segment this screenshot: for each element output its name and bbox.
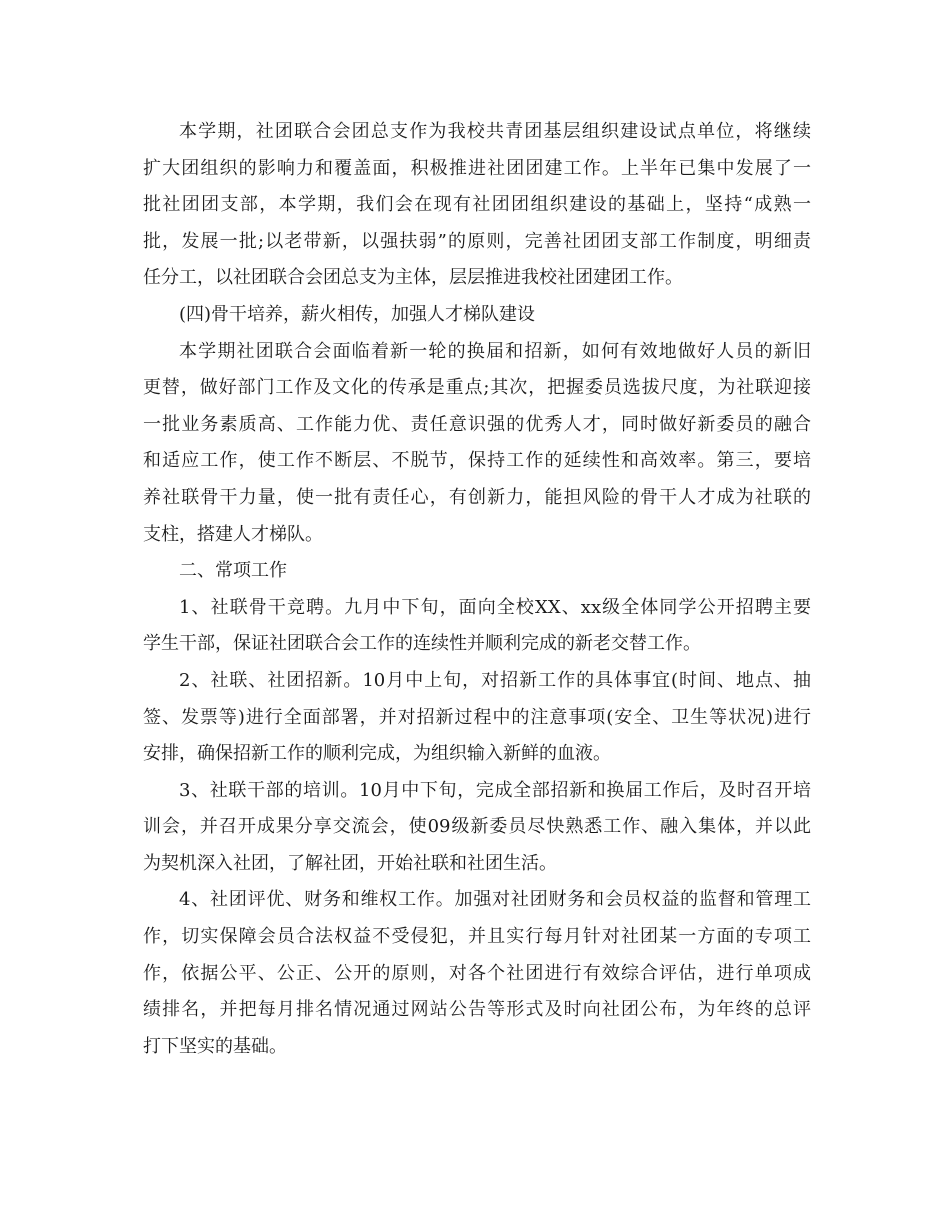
text-line: 扩大团组织的影响力和覆盖面，积极推进社团团建工作。上半年已集中发展了一 (143, 157, 811, 179)
text-line: 批，发展一批;以老带新，以强扶弱”的原则，完善社团团支部工作制度，明细责 (143, 230, 811, 252)
document-body (143, 114, 811, 1065)
text-line: 一批业务素质高、工作能力优、责任意识强的优秀人才，同时做好新委员的融合 (143, 413, 811, 435)
text-line: 签、发票等)进行全面部署，并对招新过程中的注意事项(安全、卫生等状况)进行 (143, 706, 811, 728)
text-line: 养社联骨干力量，使一批有责任心，有创新力，能担风险的骨干人才成为社联的 (143, 486, 811, 508)
section-heading (143, 553, 811, 590)
body-paragraph (143, 114, 811, 297)
text-line: 绩排名，并把每月排名情况通过网站公告等形式及时向社团公布，为年终的总评 (143, 999, 811, 1021)
text-line: 2、社联、社团招新。10月中上旬，对招新工作的具体事宜(时间、地点、抽 (179, 669, 811, 691)
text-line: 本学期社团联合会面临着新一轮的换届和招新，如何有效地做好人员的新旧 (179, 340, 811, 362)
body-paragraph (143, 663, 811, 773)
text-line: 更替，做好部门工作及文化的传承是重点;其次，把握委员选拔尺度，为社联迎接 (143, 377, 811, 399)
body-paragraph (143, 773, 811, 883)
text-line: 任分工，以社团联合会团总支为主体，层层推进我校社团建团工作。 (143, 267, 683, 289)
text-line: 批社团团支部，本学期，我们会在现有社团团组织建设的基础上，坚持“成熟一 (143, 194, 811, 216)
text-line: 4、社团评优、财务和维权工作。加强对社团财务和会员权益的监督和管理工 (179, 889, 811, 911)
text-line: 为契机深入社团，了解社团，开始社联和社团生活。 (143, 852, 557, 874)
body-paragraph (143, 590, 811, 663)
text-line: 学生干部，保证社团联合会工作的连续性并顺利完成的新老交替工作。 (143, 633, 701, 655)
text-line: 和适应工作，使工作不断层、不脱节，保持工作的延续性和高效率。第三，要培 (143, 450, 811, 472)
body-paragraph (143, 334, 811, 554)
text-line: 作，切实保障会员合法权益不受侵犯，并且实行每月针对社团某一方面的专项工 (143, 926, 811, 948)
text-line: 本学期，社团联合会团总支作为我校共青团基层组织建设试点单位，将继续 (179, 121, 811, 142)
body-paragraph (143, 882, 811, 1065)
text-line: 二、常项工作 (179, 560, 287, 582)
text-line: 打下坚实的基础。 (143, 1035, 287, 1057)
text-line: 支柱，搭建人才梯队。 (143, 523, 323, 545)
text-line: 安排，确保招新工作的顺利完成，为组织输入新鲜的血液。 (143, 743, 611, 765)
text-line: 训会，并召开成果分享交流会，使09级新委员尽快熟悉工作、融入集体，并以此 (143, 816, 811, 838)
text-line: 3、社联干部的培训。10月中下旬，完成全部招新和换届工作后，及时召开培 (179, 779, 811, 801)
text-line: 作，依据公平、公正、公开的原则，对各个社团进行有效综合评估，进行单项成 (143, 962, 811, 984)
text-line: (四)骨干培养，薪火相传，加强人才梯队建设 (179, 303, 536, 325)
section-heading (143, 297, 811, 334)
text-line: 1、社联骨干竞聘。九月中下旬，面向全校XX、xx级全体同学公开招聘主要 (179, 596, 811, 618)
